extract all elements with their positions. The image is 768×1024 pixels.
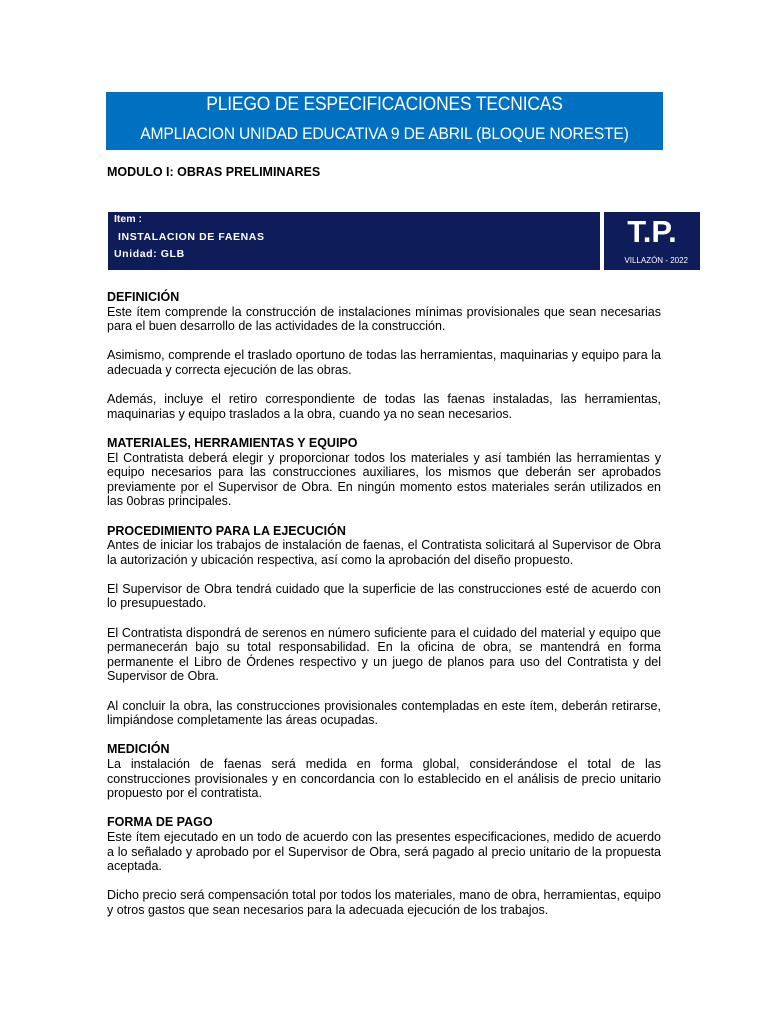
paragraph: El Contratista dispondrá de serenos en número suficiente para el cuidado del material y equipo que permanecerán bajo su total responsabilidad. En la oficina de obra, se mantendrá en forma permanente el Libro de Órdenes respectivo y un juego de planos para uso del Contratista y del Supervisor de Obra. (107, 625, 661, 684)
section-heading-medicion: MEDICIÓN (107, 742, 170, 757)
item-unit: Unidad: GLB (114, 248, 185, 260)
document-title: PLIEGO DE ESPECIFICACIONES TECNICAS (206, 94, 563, 115)
paragraph: Antes de iniciar los trabajos de instalación de faenas, el Contratista solicitará al Supervisor de Obra la autorización y ubicación respectiva, así como la aprobación del diseño propuesto. (107, 538, 661, 567)
section-heading-definicion: DEFINICIÓN (107, 290, 180, 304)
item-label: Item : (114, 213, 143, 225)
paragraph: Este ítem comprende la construcción de instalaciones mínimas provisionales que sean necesarias para el buen desarrollo de las actividades de la construcción. (107, 304, 661, 334)
tp-badge (604, 212, 700, 270)
paragraph: Dicho precio será compensación total por todos los materiales, mano de obra, herramientas, equipo y otros gastos que sean necesarios para la adecuada ejecución de los trabajos. (107, 888, 661, 917)
tp-code: T.P. (627, 214, 677, 249)
module-heading: MODULO I: OBRAS PRELIMINARES (107, 165, 321, 179)
paragraph: Al concluir la obra, las construcciones provisionales contempladas en este ítem, deberán retirarse, limpiándose completamente las áreas ocupadas. (107, 698, 661, 728)
section-heading-procedimiento: PROCEDIMIENTO PARA LA EJECUCIÓN (107, 523, 346, 538)
specification-body (107, 290, 661, 918)
location-year: VILLAZÓN - 2022 (624, 256, 688, 265)
paragraph: El Contratista deberá elegir y proporcionar todos los materiales y así también las herramientas y equipo necesarios para las construcciones auxiliares, los mismos que deberán ser aprobados previamente por el Supervisor de Obra. En ningún momento estos materiales serán utilizados en las 0obras principales. (107, 450, 661, 509)
item-name: INSTALACION DE FAENAS (118, 231, 265, 243)
section-heading-forma-de-pago: FORMA DE PAGO (107, 815, 213, 830)
item-header-box (108, 212, 600, 270)
paragraph: El Supervisor de Obra tendrá cuidado que la superficie de las construcciones esté de acuerdo con lo presupuestado. (107, 581, 661, 611)
paragraph: Además, incluye el retiro correspondiente de todas las faenas instaladas, las herramientas, maquinarias y equipo traslados a la obra, cuando ya no sean necesarios. (107, 392, 661, 421)
paragraph: Este ítem ejecutado en un todo de acuerdo con las presentes especificaciones, medido de acuerdo a lo señalado y aprobado por el Supervisor de Obra, será pagado al precio unitario de la propuesta aceptada. (107, 829, 661, 874)
paragraph: Asimismo, comprende el traslado oportuno de todas las herramientas, maquinarias y equipo para la adecuada y correcta ejecución de las obras. (107, 348, 661, 377)
document-banner (106, 92, 663, 150)
section-heading-materiales: MATERIALES, HERRAMIENTAS Y EQUIPO (107, 435, 358, 450)
paragraph: La instalación de faenas será medida en forma global, considerándose el total de las construcciones provisionales y en concordancia con lo establecido en el análisis de precio unitario propuesto por el contratista. (107, 757, 661, 801)
project-subtitle: AMPLIACION UNIDAD EDUCATIVA 9 DE ABRIL (BLOQUE NORESTE) (140, 124, 629, 143)
